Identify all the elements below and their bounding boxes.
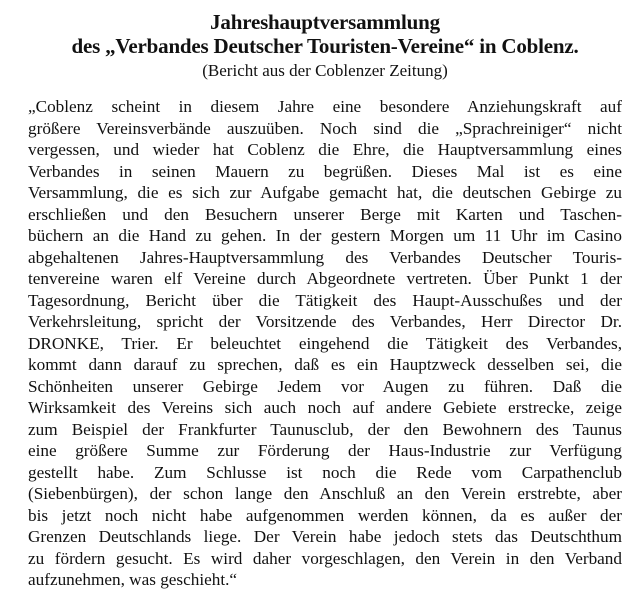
body-line: bis jetzt noch nicht habe aufgenommen werden können, da es außer der (28, 505, 622, 525)
body-line: Verbandes in seinen Mauern zu begrüßen. Dieses Mal ist es eine (28, 161, 622, 181)
article-title-line-1: Jahreshauptversammlung (210, 10, 440, 34)
body-line: gestellt habe. Zum Schlusse ist noch die Rede vom Carpathenclub (28, 462, 622, 482)
body-line: tenvereine waren elf Vereine durch Abgeordnete vertreten. Über Punkt 1 der (28, 269, 622, 288)
body-line: DRONKE, Trier. Er beleuchtet eingehend die Tätigkeit des Verbandes, (28, 333, 622, 353)
body-line: Tagesordnung, Bericht über die Tätigkeit des Haupt-Ausschußes und der (28, 290, 622, 310)
body-line: Versammlung, die es sich zur Aufgabe gemacht hat, die deutschen Gebirge zu (28, 183, 622, 202)
body-line: kommt dann darauf zu sprechen, daß es ein Hauptzweck desselben sei, die (28, 355, 622, 374)
article-body (28, 96, 622, 591)
body-line: Verkehrsleitung, spricht der Vorsitzende des Verbandes, Herr Director Dr. (28, 312, 622, 331)
body-line: eine größere Summe zur Förderung der Haus-Industrie zur Verfügung (28, 441, 622, 460)
body-line: aufzunehmen, was geschieht.“ (28, 570, 238, 589)
body-line: vergessen, und wieder hat Coblenz die Ehre, die Hauptversammlung eines (28, 140, 622, 159)
body-line: abgehaltenen Jahres-Hauptversammlung des Verbandes Deutscher Touris- (28, 247, 622, 267)
body-line: erschließen und den Besuchern unserer Berge mit Karten und Taschen- (28, 204, 622, 224)
body-line: zu fördern gesucht. Es wird daher vorgeschlagen, den Verein in den Verband (28, 548, 622, 568)
body-line: Schönheiten unserer Gebirge Jedem vor Augen zu führen. Daß die (28, 376, 622, 396)
body-line: (Siebenbürgen), der schon lange den Anschluß an den Verein erstrebte, aber (28, 484, 622, 503)
body-line: büchern an die Hand zu gehen. In der gestern Morgen um 11 Uhr im Casino (28, 226, 622, 245)
article-title (28, 10, 622, 58)
article-subtitle: (Bericht aus der Coblenzer Zeitung) (202, 61, 448, 80)
body-line: zum Beispiel der Frankfurter Taunusclub, der den Bewohnern des Taunus (28, 419, 622, 439)
body-line: Grenzen Deutschlands liege. Der Verein habe jedoch stets das Deutschthum (28, 527, 622, 546)
body-line: „Coblenz scheint in diesem Jahre eine besondere Anziehungskraft auf (28, 97, 622, 116)
body-line: größere Vereinsverbände auszuüben. Noch sind die „Sprachreiniger“ nicht (28, 118, 622, 138)
article-title-line-2: des „Verbandes Deutscher Touristen-Vereine“ in Coblenz. (71, 34, 579, 58)
body-line: Wirksamkeit des Vereins sich auch noch auf andere Gebiete erstrecke, zeige (28, 398, 622, 417)
